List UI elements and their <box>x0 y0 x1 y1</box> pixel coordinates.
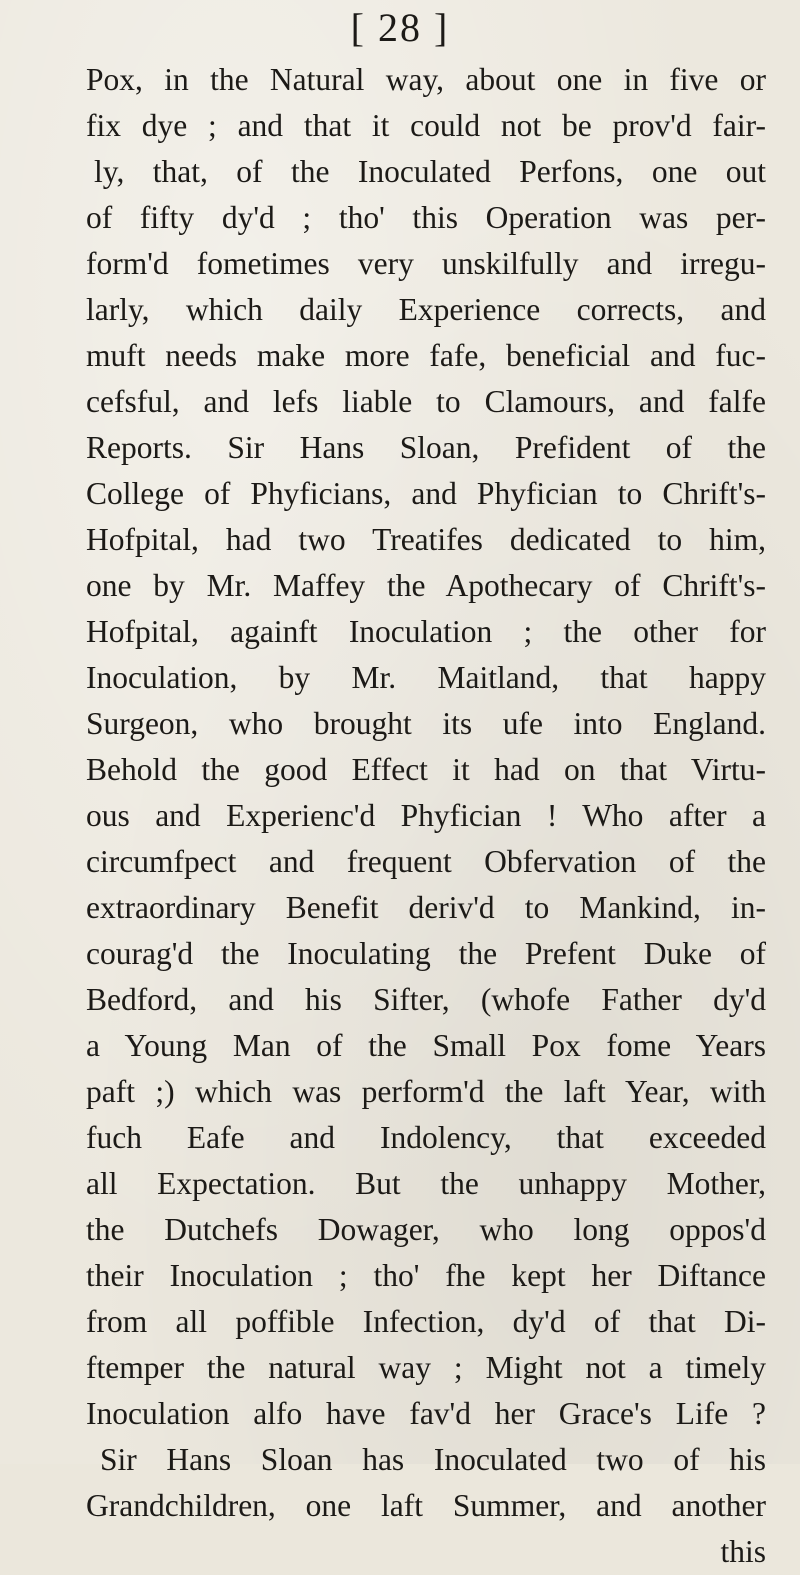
body-text <box>86 57 766 1575</box>
text-line: Sir Hans Sloan has Inoculated two of his <box>100 1442 766 1477</box>
text-line: larly, which daily Experience corrects, and <box>86 292 766 327</box>
text-line: fuch Eafe and Indolency, that exceeded <box>86 1120 766 1155</box>
text-line: cefsful, and lefs liable to Clamours, and falfe <box>86 384 766 419</box>
text-line: ly, that, of the Inoculated Perfons, one out <box>94 154 766 189</box>
text-line: Hofpital, had two Treatifes dedicated to him, <box>86 522 766 557</box>
text-line: their Inoculation ; tho' fhe kept her Diftance <box>86 1258 766 1293</box>
text-line: form'd fometimes very unskilfully and irregu- <box>86 246 766 281</box>
text-line: of fifty dy'd ; tho' this Operation was per- <box>86 200 766 235</box>
text-line: all Expectation. But the unhappy Mother, <box>86 1166 766 1201</box>
text-line: Inoculation alfo have fav'd her Grace's Life ? <box>86 1396 766 1431</box>
text-line: courag'd the Inoculating the Prefent Duke of <box>86 936 766 971</box>
text-line: from all poffible Infection, dy'd of that Di- <box>86 1304 766 1339</box>
text-line: ous and Experienc'd Phyfician ! Who after a <box>86 798 766 833</box>
text-line: Behold the good Effect it had on that Virtu- <box>86 752 766 787</box>
text-line: a Young Man of the Small Pox fome Years <box>86 1028 766 1063</box>
text-line: the Dutchefs Dowager, who long oppos'd <box>86 1212 766 1247</box>
text-line: College of Phyficians, and Phyfician to Chrift's- <box>86 476 766 511</box>
text-line: paft ;) which was perform'd the laft Year, with <box>86 1074 766 1109</box>
text-line: one by Mr. Maffey the Apothecary of Chrift's- <box>86 568 766 603</box>
text-line: Grandchildren, one laft Summer, and another <box>86 1488 766 1523</box>
catchword: this <box>720 1534 766 1569</box>
text-line: extraordinary Benefit deriv'd to Mankind, in- <box>86 890 766 925</box>
text-line: Inoculation, by Mr. Maitland, that happy <box>86 660 766 695</box>
page-number: [ 28 ] <box>350 5 450 50</box>
text-line: Bedford, and his Sifter, (whofe Father dy'd <box>86 982 766 1017</box>
text-line: fix dye ; and that it could not be prov'd fair- <box>86 108 766 143</box>
text-line: circumfpect and frequent Obfervation of the <box>86 844 766 879</box>
text-line: muft needs make more fafe, beneficial and fuc- <box>86 338 766 373</box>
text-line: Hofpital, againft Inoculation ; the other for <box>86 614 766 649</box>
text-line: ftemper the natural way ; Might not a timely <box>86 1350 766 1385</box>
text-line: Surgeon, who brought its ufe into England. <box>86 706 766 741</box>
text-line: Pox, in the Natural way, about one in five or <box>86 62 766 97</box>
text-line: Reports. Sir Hans Sloan, Prefident of the <box>86 430 766 465</box>
